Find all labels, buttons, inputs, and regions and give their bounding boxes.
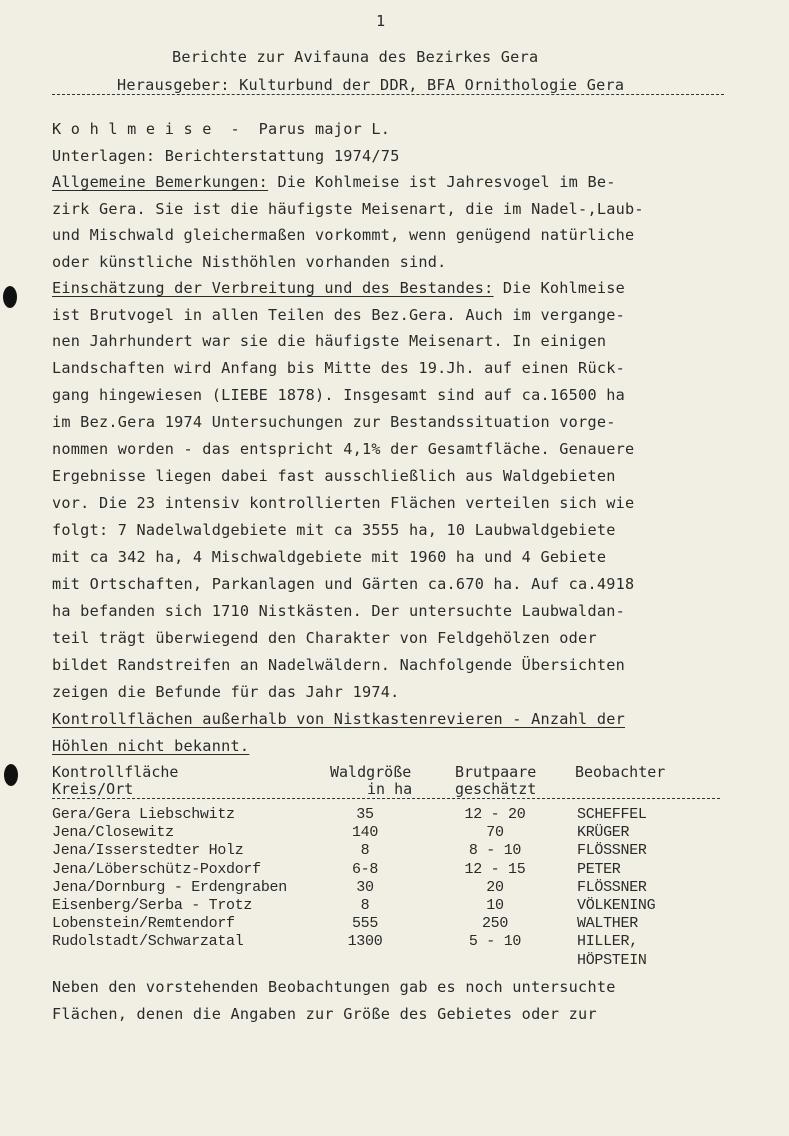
- publisher-name: Kulturbund der DDR, BFA Ornithologie Gera: [239, 76, 625, 94]
- publisher-line: [117, 76, 624, 94]
- paragraph-line: mit Ortschaften, Parkanlagen und Gärten ca.670 ha. Auf ca.4918: [52, 575, 635, 593]
- cell-observer: WALTHER: [577, 915, 638, 933]
- cell-pairs: 20: [486, 878, 504, 896]
- paragraph-line: und Mischwald gleichermaßen vorkommt, wenn genügend natürliche: [52, 226, 635, 244]
- paragraph-line: nommen worden - das entspricht 4,1% der Gesamtfläche. Genauere: [52, 440, 635, 458]
- cell-pairs: 12 - 15: [464, 860, 526, 878]
- paragraph-line: im Bez.Gera 1974 Untersuchungen zur Bestandssituation vorge-: [52, 413, 616, 431]
- cell-observer: HÖPSTEIN: [577, 951, 647, 969]
- paragraph-line: zirk Gera. Sie ist die häufigste Meisenart, die im Nadel-,Laub-: [52, 200, 644, 218]
- cell-size: 8: [360, 842, 370, 860]
- cell-size: 6-8: [351, 860, 379, 878]
- cell-place: Eisenberg/Serba - Trotz: [52, 897, 253, 914]
- cell-observer: HILLER,: [577, 933, 638, 951]
- paragraph-line: Ergebnisse liegen dabei fast ausschließlich aus Waldgebieten: [52, 467, 616, 485]
- cell-place: Jena/Isserstedter Holz: [52, 842, 244, 860]
- header-pairs-sub: geschätzt: [455, 780, 537, 798]
- cell-observer: KRÜGER: [577, 824, 630, 842]
- header-size-sub: in ha: [367, 780, 413, 798]
- header-pairs: Brutpaare: [455, 763, 537, 781]
- cell-observer: SCHEFFEL: [577, 806, 647, 823]
- header-area-sub: Kreis/Ort: [52, 780, 134, 798]
- cell-size: 140: [351, 824, 379, 842]
- table-header-rule: [52, 798, 720, 799]
- cell-observer: FLÖSSNER: [577, 878, 647, 896]
- cell-size: 8: [360, 897, 370, 914]
- general-remarks-line: [52, 173, 616, 191]
- cell-size: 35: [356, 806, 374, 823]
- cell-place: Jena/Löberschütz-Poxdorf: [52, 860, 261, 878]
- cell-pairs: 12 - 20: [464, 806, 526, 823]
- cell-observer: VÖLKENING: [577, 897, 656, 914]
- control-heading-line: Höhlen nicht bekannt.: [52, 737, 250, 755]
- species-heading: K o h l m e i s e - Parus major L.: [52, 120, 391, 138]
- publisher-label: Herausgeber:: [117, 76, 230, 94]
- punch-hole: [4, 764, 18, 786]
- paragraph-line: teil trägt überwiegend den Charakter von Feldgehölzen oder: [52, 629, 597, 647]
- paragraph-line: folgt: 7 Nadelwaldgebiete mit ca 3555 ha, 10 Laubwaldgebiete: [52, 521, 616, 539]
- cell-place: Lobenstein/Remtendorf: [52, 915, 235, 933]
- paragraph-line: gang hingewiesen (LIEBE 1878). Insgesamt sind auf ca.16500 ha: [52, 386, 626, 404]
- paragraph-line: nen Jahrhundert war sie die häufigste Meisenart. In einigen: [52, 332, 607, 350]
- punch-hole: [3, 286, 17, 308]
- paragraph-line: ist Brutvogel in allen Teilen des Bez.Gera. Auch im vergange-: [52, 306, 626, 324]
- paragraph-line: vor. Die 23 intensiv kontrollierten Flächen verteilen sich wie: [52, 494, 635, 512]
- cell-place: Jena/Dornburg - Erdengraben: [52, 878, 287, 896]
- cell-observer: FLÖSSNER: [577, 842, 647, 860]
- page-number: 1: [376, 12, 386, 30]
- header-size: Waldgröße: [330, 763, 412, 781]
- closing-line: Neben den vorstehenden Beobachtungen gab es noch untersuchte: [52, 978, 616, 996]
- paragraph-line: Die Kohlmeise ist Jahresvogel im Be-: [268, 173, 616, 191]
- cell-pairs: 8 - 10: [468, 842, 522, 860]
- paragraph-line: ha befanden sich 1710 Nistkästen. Der untersuchte Laubwaldan-: [52, 602, 626, 620]
- control-heading-line: Kontrollflächen außerhalb von Nistkastenrevieren - Anzahl der: [52, 710, 626, 728]
- sources-label: Unterlagen:: [52, 147, 156, 165]
- cell-pairs: 10: [486, 897, 504, 914]
- paragraph-line: Die Kohlmeise: [493, 279, 626, 297]
- cell-size: 30: [356, 878, 374, 896]
- paragraph-line: mit ca 342 ha, 4 Mischwaldgebiete mit 1960 ha und 4 Gebiete: [52, 548, 607, 566]
- cell-pairs: 5 - 10: [468, 933, 522, 951]
- paragraph-line: oder künstliche Nisthöhlen vorhanden sind.: [52, 253, 447, 271]
- cell-place: Gera/Gera Liebschwitz: [52, 806, 235, 823]
- cell-pairs: 250: [481, 915, 509, 933]
- paragraph-line: bildet Randstreifen an Nadelwäldern. Nachfolgende Übersichten: [52, 656, 626, 674]
- header-rule: [52, 94, 724, 95]
- sources-line: [52, 147, 400, 165]
- series-title: Berichte zur Avifauna des Bezirkes Gera: [172, 48, 539, 66]
- cell-size: 555: [351, 915, 379, 933]
- paragraph-line: zeigen die Befunde für das Jahr 1974.: [52, 683, 400, 701]
- cell-place: Rudolstadt/Schwarzatal: [52, 933, 244, 951]
- distribution-line: [52, 279, 625, 297]
- header-observer: Beobachter: [575, 763, 666, 781]
- distribution-heading: Einschätzung der Verbreitung und des Bestandes:: [52, 279, 494, 297]
- sources-value: Berichterstattung 1974/75: [164, 147, 400, 165]
- cell-place: Jena/Closewitz: [52, 824, 174, 842]
- cell-observer: PETER: [577, 860, 621, 878]
- general-remarks-heading: Allgemeine Bemerkungen:: [52, 173, 269, 191]
- paragraph-line: Landschaften wird Anfang bis Mitte des 19.Jh. auf einen Rück-: [52, 359, 626, 377]
- cell-size: 1300: [347, 933, 383, 951]
- closing-line: Flächen, denen die Angaben zur Größe des Gebietes oder zur: [52, 1005, 597, 1023]
- cell-pairs: 70: [486, 824, 504, 842]
- header-area: Kontrollfläche: [52, 763, 179, 781]
